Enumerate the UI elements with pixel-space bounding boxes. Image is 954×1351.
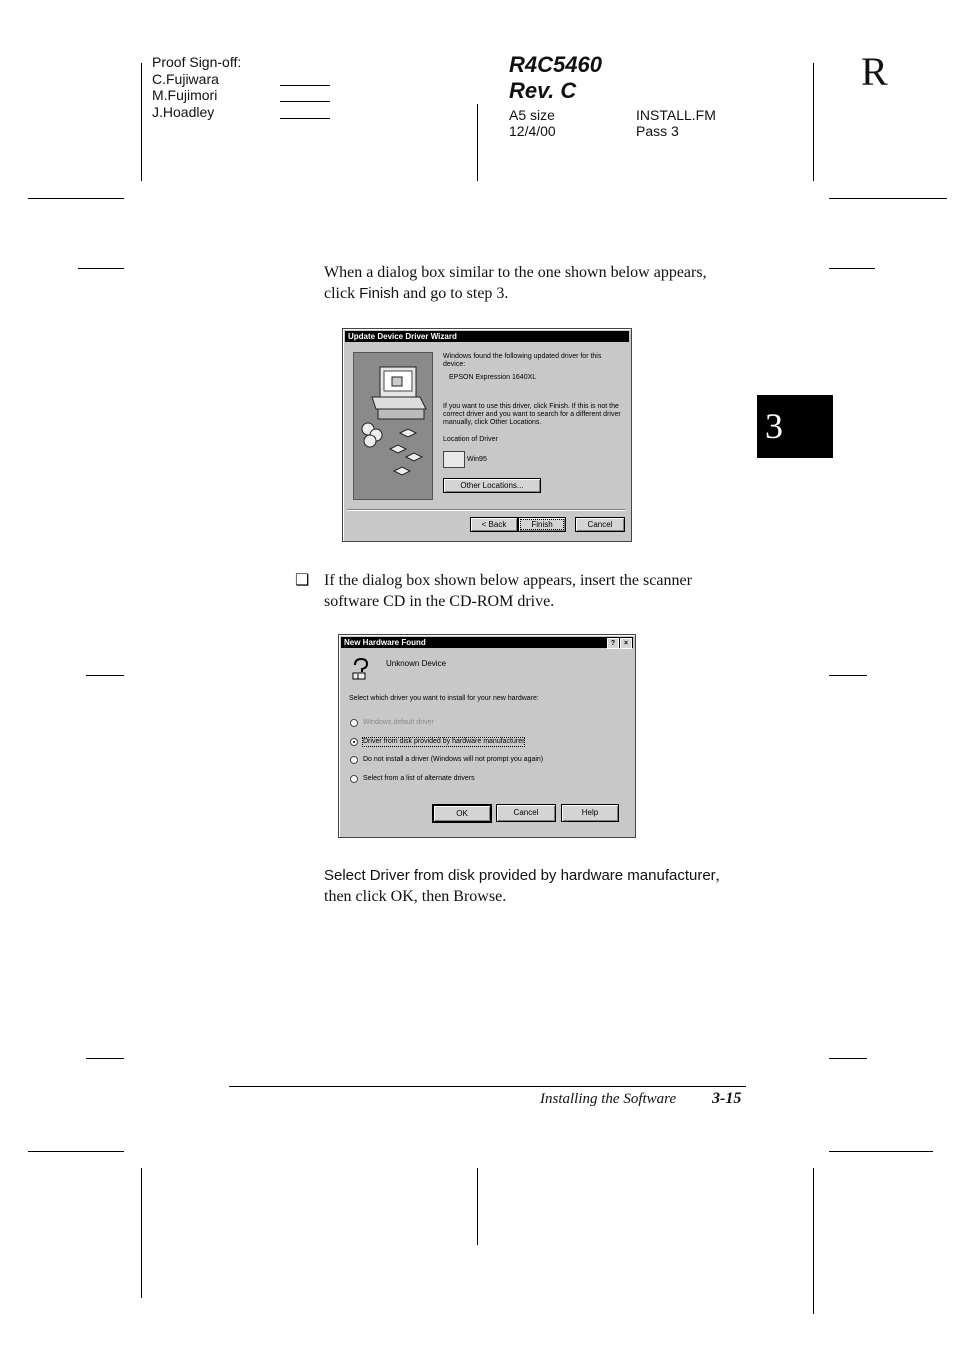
paper-size: A5 size	[509, 107, 555, 123]
select-text-end: .	[502, 888, 507, 905]
ui-term-ok: OK	[390, 888, 414, 905]
signer-name: M.Fujimori	[152, 87, 218, 103]
radio-windows-default[interactable]	[350, 719, 358, 727]
crop-mark	[477, 1168, 478, 1245]
crop-mark	[141, 1168, 142, 1298]
signature-line	[280, 101, 330, 102]
hardware-title-bar	[341, 637, 633, 648]
print-date: 12/4/00	[509, 123, 556, 139]
proof-signoff-label: Proof Sign-off:	[152, 54, 242, 70]
bullet-marker: ❏	[295, 572, 310, 589]
crop-mark	[829, 268, 875, 269]
crop-mark	[829, 198, 947, 199]
crop-mark	[86, 675, 124, 676]
radio-driver-from-disk[interactable]	[350, 738, 358, 746]
question-device-icon	[349, 657, 371, 681]
select-paragraph	[324, 865, 724, 907]
ui-term-browse: Browse	[453, 888, 503, 905]
wizard-location-value: Win95	[467, 456, 487, 463]
model-number: R4C5460	[509, 52, 602, 77]
option-windows-default: Windows default driver	[363, 719, 434, 726]
intro-paragraph	[324, 262, 716, 304]
footer-rule	[229, 1086, 746, 1087]
file-name: INSTALL.FM	[636, 107, 716, 123]
corner-letter: R	[861, 49, 888, 94]
radio-do-not-install[interactable]	[350, 756, 358, 764]
ok-button[interactable]: OK	[432, 804, 492, 823]
finish-button[interactable]: Finish	[518, 517, 566, 532]
ui-term-driver-from-disk: Driver from disk provided by hardware manufacturer	[369, 867, 716, 884]
option-do-not-install: Do not install a driver (Windows will not prompt you again)	[363, 756, 544, 763]
computer-disks-icon	[354, 353, 432, 499]
select-word: Select	[324, 867, 366, 884]
crop-mark	[477, 104, 478, 181]
help-button[interactable]: Help	[561, 804, 619, 822]
crop-mark	[829, 675, 867, 676]
cancel-button[interactable]: Cancel	[575, 517, 625, 532]
crop-mark	[141, 63, 142, 181]
hardware-title: New Hardware Found	[344, 638, 426, 647]
select-text-then: , then	[413, 888, 454, 905]
crop-mark	[813, 63, 814, 181]
help-title-button[interactable]: ?	[607, 638, 619, 649]
crop-mark	[28, 198, 124, 199]
new-hardware-found-dialog	[338, 634, 636, 838]
cancel-button[interactable]: Cancel	[496, 804, 556, 822]
signature-line	[280, 118, 330, 119]
chapter-tab: 3	[757, 395, 833, 458]
wizard-instructions: If you want to use this driver, click Finish. If this is not the correct driver and you want to search for a different driver manually, click Other Locations.	[443, 403, 621, 426]
intro-text-end: and go to step 3.	[399, 285, 509, 302]
crop-mark	[813, 1168, 814, 1314]
wizard-found-text: Windows found the following updated driver for this device:	[443, 353, 602, 368]
wizard-location-label: Location of Driver	[443, 436, 498, 443]
bullet-paragraph: If the dialog box shown below appears, insert the scanner software CD in the CD-ROM drive.	[324, 572, 692, 610]
crop-mark	[28, 1151, 124, 1152]
footer-page-number: 3-15	[712, 1090, 742, 1107]
crop-mark	[829, 1151, 933, 1152]
revision: Rev. C	[509, 78, 577, 103]
wizard-device-name: EPSON Expression 1640XL	[449, 374, 537, 381]
crop-mark	[86, 1058, 124, 1059]
back-button[interactable]: < Back	[470, 517, 518, 532]
select-text: , then click	[324, 867, 720, 905]
wizard-illustration	[353, 352, 433, 500]
intro-text: When a dialog box similar to the one shown below appears, click	[324, 264, 707, 302]
ui-term-finish: Finish	[359, 285, 400, 302]
wizard-divider	[347, 509, 625, 510]
close-title-button[interactable]: ×	[620, 638, 632, 649]
option-driver-from-disk: Driver from disk provided by hardware manufacturer	[363, 738, 525, 745]
signer-name: J.Hoadley	[152, 104, 215, 120]
signer-name: C.Fujiwara	[152, 71, 219, 87]
update-driver-wizard-dialog	[342, 328, 632, 542]
footer-section: Installing the Software	[540, 1091, 677, 1107]
driver-select-prompt: Select which driver you want to install for your new hardware:	[349, 695, 539, 702]
other-locations-button[interactable]: Other Locations...	[443, 478, 541, 493]
crop-mark	[829, 1058, 867, 1059]
signature-line	[280, 85, 330, 86]
unknown-device-label: Unknown Device	[386, 659, 447, 668]
pass-number: Pass 3	[636, 123, 679, 139]
crop-mark	[78, 268, 124, 269]
folder-icon	[443, 451, 465, 468]
option-alternate-drivers: Select from a list of alternate drivers	[363, 775, 475, 782]
radio-alternate-drivers[interactable]	[350, 775, 358, 783]
wizard-title-bar	[345, 331, 629, 342]
wizard-title: Update Device Driver Wizard	[348, 332, 457, 341]
